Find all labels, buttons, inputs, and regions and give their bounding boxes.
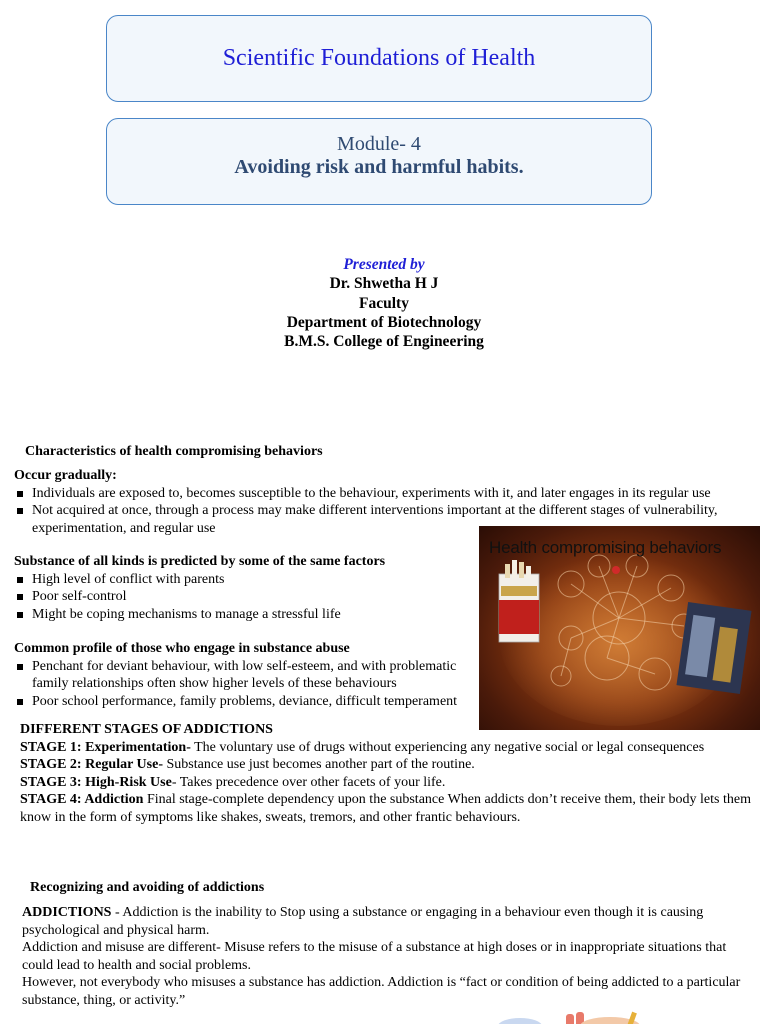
- list-item: Not acquired at once, through a process may make different interventions important at the different stages of vulnerability, experimentation, and regular use: [14, 502, 754, 537]
- addiction-definition-paragraph: However, not everybody who misuses a substance has addiction. Addiction is “fact or condition of being addicted to a particular substance, thing, or activity.”: [22, 975, 741, 1008]
- stages-heading: DIFFERENT STAGES OF ADDICTIONS: [20, 722, 273, 737]
- presenter-block: [0, 255, 768, 351]
- presented-by-label: Presented by: [343, 256, 425, 273]
- title-box: [106, 15, 652, 102]
- cigarette-pack-icon: [499, 560, 539, 642]
- factors-section: [14, 553, 474, 623]
- stage-text: The voluntary use of drugs without experiencing any negative social or legal consequences: [190, 739, 705, 755]
- decorative-illustration: [480, 1008, 660, 1024]
- characteristics-heading: Characteristics of health compromising behaviors: [25, 444, 323, 459]
- list-item: Penchant for deviant behaviour, with low self-esteem, and with problematic family relationships often show higher levels of these behaviours: [14, 658, 476, 693]
- module-number: Module- 4: [337, 133, 421, 155]
- document-title: Scientific Foundations of Health: [222, 45, 536, 71]
- list-item: Individuals are exposed to, becomes susceptible to the behaviour, experiments with it, and later engages in its regular use: [14, 485, 754, 503]
- gradual-heading: Occur gradually:: [14, 468, 117, 483]
- list-item: High level of conflict with parents: [14, 571, 474, 589]
- stage-item: [20, 774, 760, 792]
- image-title: Health compromising behaviors: [489, 538, 722, 557]
- stage-item: [20, 756, 760, 774]
- profile-heading: Common profile of those who engage in substance abuse: [14, 641, 350, 656]
- stage-item: [20, 739, 760, 757]
- stage-text: Substance use just becomes another part of the routine.: [162, 757, 475, 772]
- list-item: Might be coping mechanisms to manage a stressful life: [14, 606, 474, 624]
- addictions-text: - Addiction is the inability to Stop using a substance or engaging in a behaviour even though it is causing psychological and physical harm.: [22, 905, 704, 938]
- presenter-college: B.M.S. College of Engineering: [284, 333, 484, 351]
- list-item: Poor self-control: [14, 588, 474, 606]
- profile-section: [14, 640, 476, 710]
- stage-text: - Takes precedence over other facets of your life.: [171, 774, 446, 790]
- factors-heading: Substance of all kinds is predicted by some of the same factors: [14, 554, 386, 569]
- stage-label: STAGE 4: Addiction: [20, 792, 144, 807]
- stage-text: Final stage-complete dependency upon the substance When addicts don’t receive them, their body lets them know in the form of symptoms like shakes, sweats, tremors, and other frantic behaviours.: [20, 792, 751, 825]
- stage-label: STAGE 1: Experimentation-: [20, 739, 191, 755]
- health-behaviors-image: [479, 526, 760, 730]
- recognizing-body: [22, 904, 742, 1009]
- addictions-label: ADDICTIONS: [22, 905, 112, 920]
- presenter-role: Faculty: [359, 294, 409, 312]
- presenter-department: Department of Biotechnology: [286, 313, 482, 331]
- recognizing-heading: Recognizing and avoiding of addictions: [30, 880, 265, 895]
- profile-list: [14, 658, 476, 711]
- stage-label: STAGE 3: High-Risk Use: [20, 774, 172, 790]
- stage-label: STAGE 2: Regular Use-: [20, 757, 163, 772]
- misuse-paragraph: Addiction and misuse are different- Misuse refers to the misuse of a substance at high doses or in inappropriate situations that could lead to health and social problems.: [22, 940, 727, 973]
- stage-item: [20, 791, 760, 826]
- addictions-paragraph: [22, 904, 742, 939]
- list-item: Poor school performance, family problems, deviance, difficult temperament: [14, 693, 476, 711]
- stages-section: [20, 721, 760, 826]
- factors-list: [14, 571, 474, 624]
- module-box: [106, 118, 652, 205]
- alcohol-photo-icon: [676, 602, 751, 694]
- presenter-name: Dr. Shwetha H J: [329, 275, 439, 293]
- module-subtitle: Avoiding risk and harmful habits.: [234, 156, 524, 178]
